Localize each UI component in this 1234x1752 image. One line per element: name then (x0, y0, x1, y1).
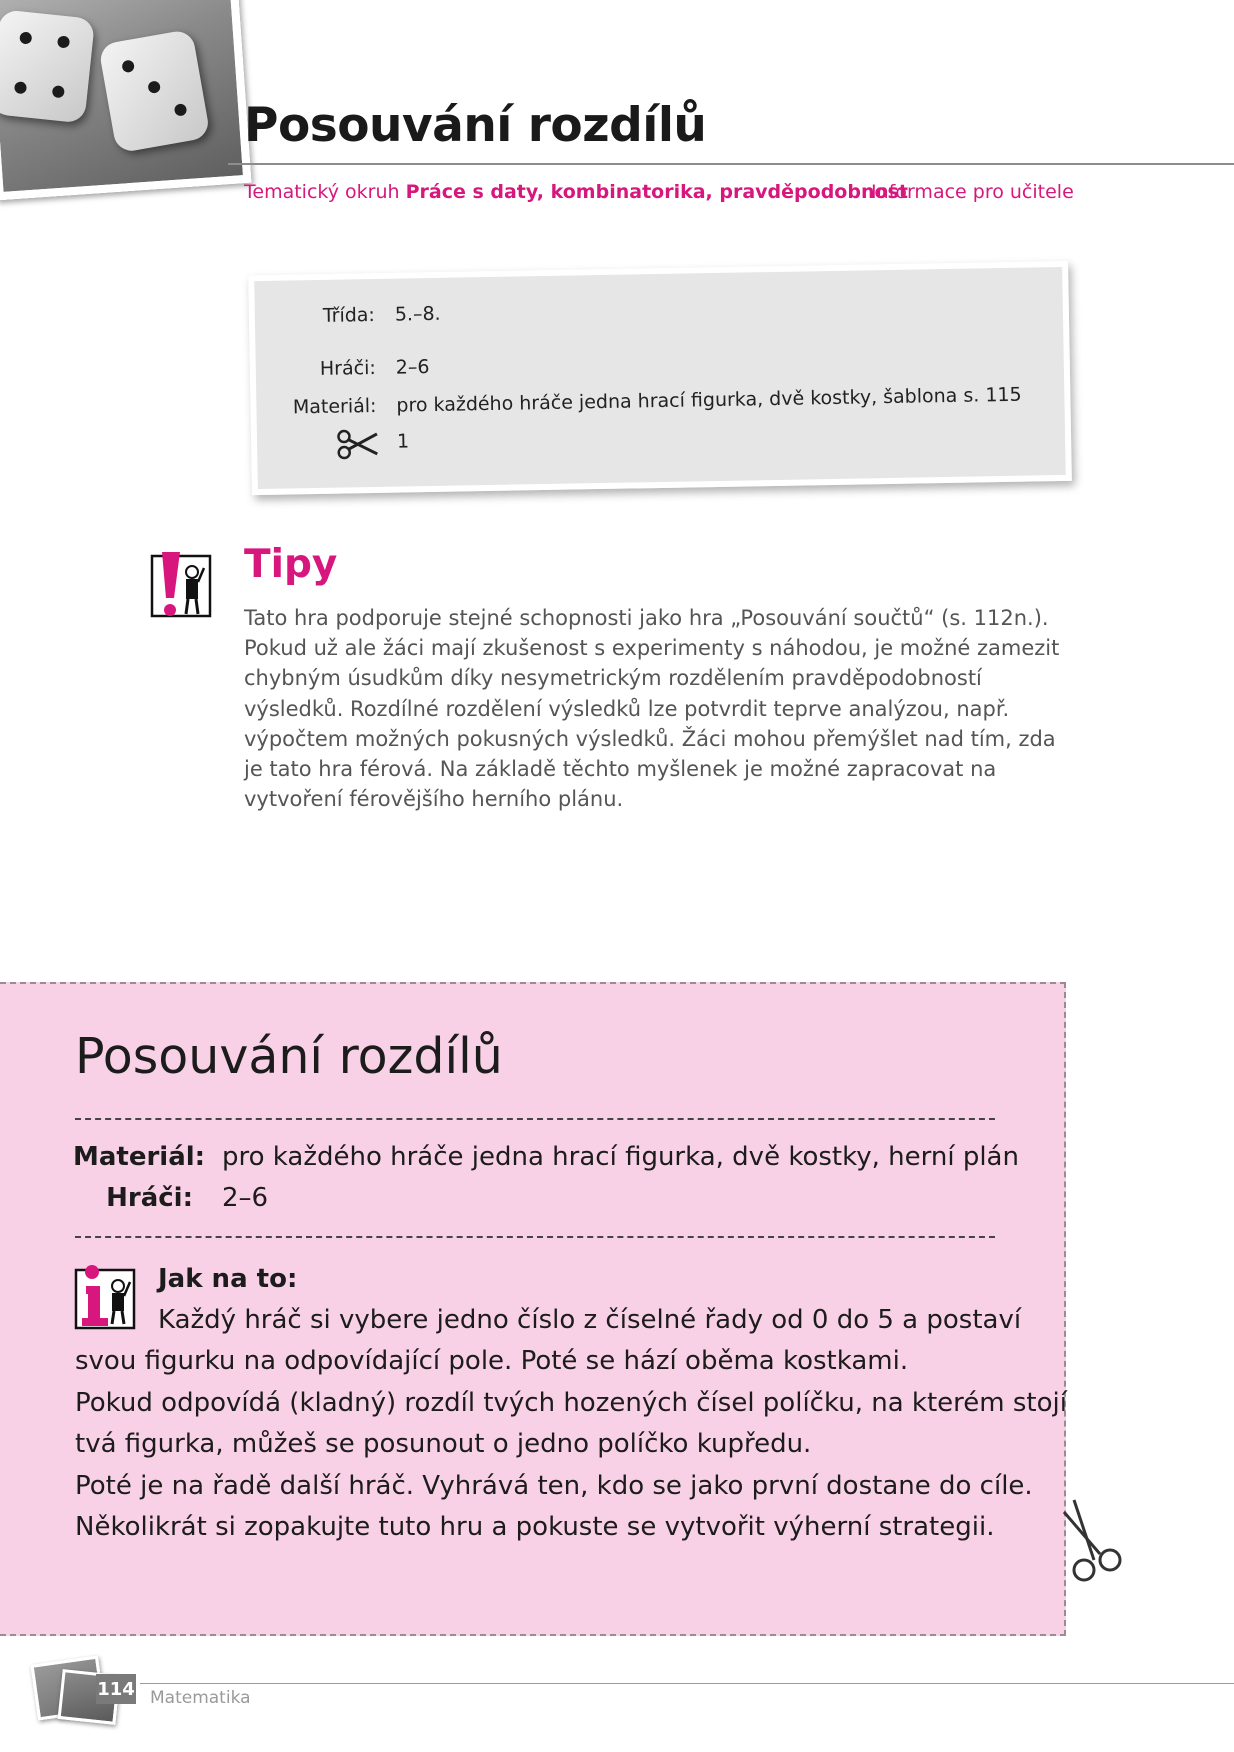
worksheet-material-label: Materiál: (73, 1142, 206, 1172)
material-value: pro každého hráče jedna hrací figurka, dvě kostky, šablona s. 115 (396, 383, 1022, 417)
die-left (0, 9, 95, 123)
class-value: 5.–8. (394, 302, 441, 326)
howto-line-5: Poté je na řadě další hráč. Vyhrává ten, kdo se jako první dostane do cíle. (75, 1471, 1033, 1501)
page-number: 114 (96, 1674, 136, 1704)
header-divider (228, 163, 1234, 165)
worksheet-divider-top (75, 1118, 995, 1120)
footer-subject: Matematika (150, 1688, 251, 1708)
worksheet-card (0, 982, 1066, 1636)
topic-line (244, 181, 908, 203)
footer-divider (140, 1683, 1234, 1684)
tips-heading: Tipy (244, 542, 338, 587)
teacher-info-label: Informace pro učitele (871, 181, 1074, 203)
worksheet-title: Posouvání rozdílů (75, 1028, 503, 1085)
dice-photo (0, 0, 251, 200)
topic-prefix: Tematický okruh (244, 181, 406, 203)
worksheet-divider-bottom (75, 1236, 995, 1238)
howto-heading: Jak na to: (158, 1264, 298, 1294)
exclamation-figure-icon (150, 550, 216, 622)
worksheet-players-value: 2–6 (222, 1183, 269, 1213)
worksheet-material-value: pro každého hráče jedna hrací figurka, dvě kostky, herní plán (222, 1142, 1019, 1172)
page-title: Posouvání rozdílů (244, 98, 707, 153)
tips-paragraph: Tato hra podporuje stejné schopnosti jako hra „Posouvání součtů“ (s. 112n.). Pokud už ale žáci mají zkušenost s experimenty s náhodou, je možné zamezit chybným úsudkům díky nesymetrickým rozdělením pravděpodobností výsledků. Rozdílné rozdělení výsledků lze potvrdit teprve analýzou, např. výpočtem možných pokusných výsledků. Žáci mohou přemýšlet nad tím, zda je tato hra férová. Na základě těchto myšlenek je možné zapracovat na vytvoření férovějšího herního plánu. (244, 606, 1060, 812)
material-label: Materiál: (292, 394, 377, 419)
howto-line-4: tvá figurka, můžeš se posunout o jedno políčko kupředu. (75, 1429, 812, 1459)
info-card (248, 261, 1072, 495)
howto-line-1: Každý hráč si vybere jedno číslo z číselné řady od 0 do 5 a postaví (158, 1305, 1022, 1335)
players-value: 2–6 (395, 356, 430, 379)
die-right (98, 29, 211, 154)
cut-value: 1 (396, 430, 410, 453)
worksheet-players-label: Hráči: (106, 1183, 193, 1213)
scissors-icon (337, 427, 380, 462)
howto-line-6: Několikrát si zopakujte tuto hru a pokuste se vytvořit výherní strategii. (75, 1512, 995, 1542)
howto-line-2: svou figurku na odpovídající pole. Poté se hází oběma kostkami. (75, 1346, 909, 1376)
info-figure-icon (74, 1262, 138, 1332)
class-label: Třída: (322, 303, 376, 327)
topic-name: Práce s daty, kombinatorika, pravděpodobnost (405, 181, 908, 203)
howto-line-3: Pokud odpovídá (kladný) rozdíl tvých hozených čísel políčku, na kterém stojí (75, 1388, 1067, 1418)
players-label: Hráči: (319, 356, 376, 380)
scissors-icon (1060, 1498, 1126, 1584)
